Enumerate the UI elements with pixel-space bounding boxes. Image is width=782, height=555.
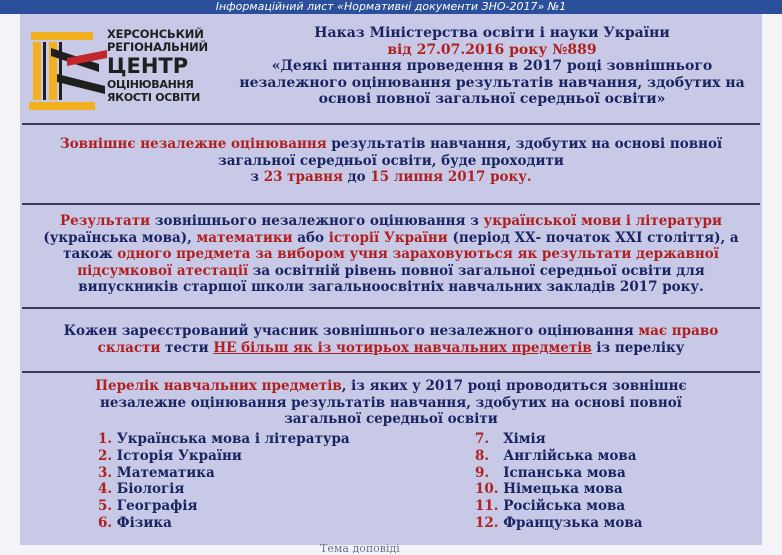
item-name: Фізика: [116, 514, 172, 531]
list-item: [98, 481, 350, 498]
top-title: Інформаційний лист «Нормативні документи ЗНО-2017» №1: [215, 0, 567, 13]
logo-line4: ОЦІНЮВАННЯ: [107, 78, 194, 91]
item-number: 1.: [98, 431, 113, 447]
logo-text: [107, 28, 208, 104]
block2-text: (період ХХ- початок ХХІ століття), а також: [63, 229, 739, 262]
logo-line3: ЦЕНТР: [107, 54, 189, 78]
item-number: 5.: [98, 498, 113, 515]
start-date: 23 травня: [263, 169, 343, 185]
logo-line2: РЕГІОНАЛЬНИЙ: [107, 40, 208, 54]
subject-ukr: української мови і літератури: [483, 213, 722, 229]
header-line1: Наказ Міністерства освіти і науки України: [314, 25, 670, 41]
results-term: Результати: [59, 213, 151, 229]
list-item: [475, 465, 643, 482]
item-number: 7.: [475, 431, 490, 447]
item-name: Біологія: [116, 481, 185, 498]
item-name: Англійська мова: [503, 447, 637, 464]
list-item: [475, 498, 643, 515]
block3-text: тести: [160, 339, 214, 356]
block4-text: , із яких у 2017 році проводиться зовнішнє незалежне оцінювання результатів навчання, здобутих на основі повної загальної середньої освіти: [100, 378, 687, 427]
logo-emblem-icon: [29, 28, 107, 116]
logo-line1: ХЕРСОНСЬКИЙ: [107, 27, 204, 41]
item-name: Географія: [116, 498, 198, 515]
tests-limit-text: [30, 323, 752, 356]
block2-text: за освітній рівень повної загальної середньої освіти для випускників старшої школи загальноосвітніх навчальних закладів 2017 року.: [78, 262, 705, 295]
elective-note: одного предмета за вибором учня зараховуються як результати державної підсумкової атестації: [77, 246, 719, 279]
block2-text: зовнішнього незалежного оцінювання з: [150, 213, 484, 229]
list-item: [98, 515, 350, 532]
list-item: [98, 498, 350, 515]
item-name: Іспанська мова: [503, 464, 626, 481]
list-item: [475, 431, 643, 448]
block3-text: Кожен зареєстрований учасник зовнішнього незалежного оцінювання: [63, 323, 639, 339]
subjects-list-left: [98, 431, 350, 532]
item-number: 9.: [475, 464, 490, 481]
list-item: [475, 515, 643, 532]
end-date: 15 липня 2017 року.: [370, 169, 532, 185]
list-item: [475, 481, 643, 498]
item-name: Історія України: [116, 447, 242, 464]
divider: [22, 371, 760, 373]
item-number: 2.: [98, 447, 113, 464]
subjects-term: Перелік навчальних предметів: [95, 378, 342, 394]
item-number: 10.: [475, 481, 499, 498]
zno-term: Зовнішнє незалежне оцінювання: [59, 136, 327, 152]
item-name: Німецька мова: [503, 481, 623, 498]
subjects-list-right: [475, 431, 643, 532]
block1-from: з: [250, 169, 264, 185]
item-number: 8.: [475, 447, 490, 464]
info-panel: [20, 14, 762, 555]
top-title-bar: [0, 0, 782, 14]
item-number: 11.: [475, 498, 499, 515]
divider: [22, 203, 760, 205]
list-item: [98, 448, 350, 465]
header-date: від 27.07.2016 року №889: [387, 41, 597, 58]
list-item: [98, 465, 350, 482]
order-header: [232, 25, 752, 108]
subject-math: математики: [196, 229, 293, 246]
subjects-intro: [60, 378, 722, 428]
divider: [22, 123, 760, 125]
logo: [29, 28, 217, 116]
item-name: Українська мова і література: [116, 431, 350, 447]
subject-history: історії України: [328, 229, 448, 246]
item-number: 6.: [98, 514, 113, 531]
exam-period-text: [30, 136, 752, 186]
list-item: [475, 448, 643, 465]
right-term: має право скласти: [97, 323, 719, 356]
footer-text: Тема доповіді: [320, 542, 400, 555]
limit-term: НЕ більш як із чотирьох навчальних предметів: [213, 339, 592, 356]
header-line5: основі повної загальної середньої освіти»: [318, 91, 666, 107]
item-number: 3.: [98, 464, 113, 481]
block1-text: результатів навчання, здобутих на основі повної загальної середньої освіти, буде проходити: [218, 136, 723, 169]
item-number: 4.: [98, 481, 113, 498]
item-number: 12.: [475, 514, 499, 531]
header-line3: «Деякі питання проведення в 2017 році зовнішнього: [271, 58, 713, 74]
block3-text: із переліку: [591, 339, 685, 356]
header-line4: незалежного оцінювання результатів навчання, здобутих на: [239, 74, 745, 91]
item-name: Хімія: [503, 431, 546, 447]
item-name: Французька мова: [503, 514, 643, 531]
item-name: Російська мова: [503, 498, 626, 515]
block1-to: до: [342, 169, 371, 185]
results-text: [30, 213, 752, 296]
block2-text: або: [292, 229, 329, 246]
logo-line5: ЯКОСТІ ОСВІТИ: [107, 91, 201, 104]
list-item: [98, 431, 350, 448]
block2-text: (українська мова),: [43, 229, 197, 246]
divider: [22, 307, 760, 309]
item-name: Математика: [116, 464, 215, 481]
